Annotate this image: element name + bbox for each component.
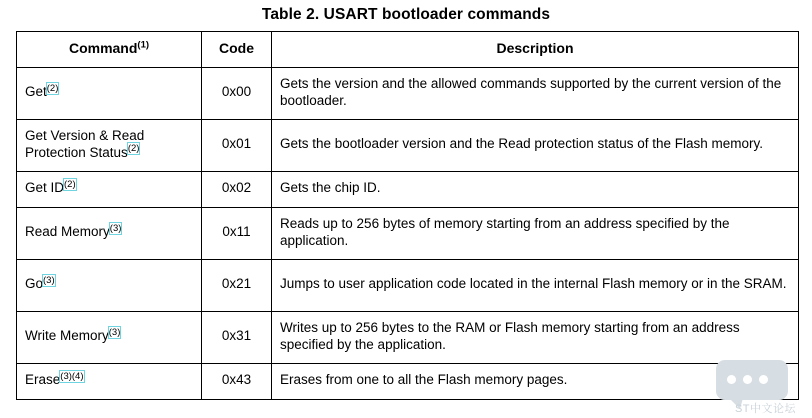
cell-code: 0x00 [202, 67, 272, 119]
cell-command [17, 171, 202, 207]
command-label: Get ID [25, 180, 65, 196]
cell-code: 0x31 [202, 311, 272, 363]
command-label: Write Memory [25, 328, 109, 344]
cell-command [17, 259, 202, 311]
watermark-label: ST中文论坛 [734, 403, 796, 415]
table-row [17, 363, 799, 399]
table-row [17, 171, 799, 207]
table-row [17, 119, 799, 171]
command-note-link[interactable]: (3)(4) [60, 370, 84, 382]
column-header-code: Code [202, 32, 272, 68]
cell-description: Gets the version and the allowed commands supported by the current version of the bootloader. [272, 67, 799, 119]
cell-code: 0x02 [202, 171, 272, 207]
cell-code: 0x43 [202, 363, 272, 399]
cell-command [17, 207, 202, 259]
cell-description: Gets the bootloader version and the Read protection status of the Flash memory. [272, 119, 799, 171]
usart-bootloader-commands-table [16, 31, 799, 400]
table-title: Table 2. USART bootloader commands [261, 6, 551, 23]
column-header-command-label: Command [68, 40, 138, 56]
table-row [17, 207, 799, 259]
table-row [17, 259, 799, 311]
command-note-link[interactable]: (2) [46, 82, 59, 94]
command-note-link[interactable]: (2) [127, 143, 140, 154]
table-header-row [17, 32, 799, 68]
cell-description: Writes up to 256 bytes to the RAM or Flash memory starting from an address specified by the application. [272, 311, 799, 363]
cell-code: 0x11 [202, 207, 272, 259]
command-label: Read Memory [25, 224, 110, 240]
cell-code: 0x21 [202, 259, 272, 311]
column-header-command [17, 32, 202, 68]
table-row [17, 311, 799, 363]
cell-command [17, 311, 202, 363]
column-header-command-note: (1) [137, 39, 150, 51]
command-note-link[interactable]: (2) [64, 178, 76, 190]
command-note-link[interactable]: (3) [108, 326, 121, 338]
cell-description: Erases from one to all the Flash memory pages. [272, 363, 799, 399]
command-note-link[interactable]: (3) [109, 222, 122, 234]
cell-command [17, 363, 202, 399]
cell-description: Reads up to 256 bytes of memory starting from an address specified by the application. [272, 207, 799, 259]
command-label: Get [25, 84, 47, 100]
column-header-description: Description [272, 32, 799, 68]
command-label: Erase [25, 372, 61, 388]
cell-command [17, 67, 202, 119]
cell-description: Jumps to user application code located in the internal Flash memory or in the SRAM. [272, 259, 799, 311]
command-label: Get Version & Read Protection Status [25, 127, 145, 160]
cell-command [17, 119, 202, 171]
table-row [17, 67, 799, 119]
cell-description: Gets the chip ID. [272, 171, 799, 207]
command-label: Go [25, 276, 44, 292]
cell-code: 0x01 [202, 119, 272, 171]
command-note-link[interactable]: (3) [43, 274, 55, 286]
